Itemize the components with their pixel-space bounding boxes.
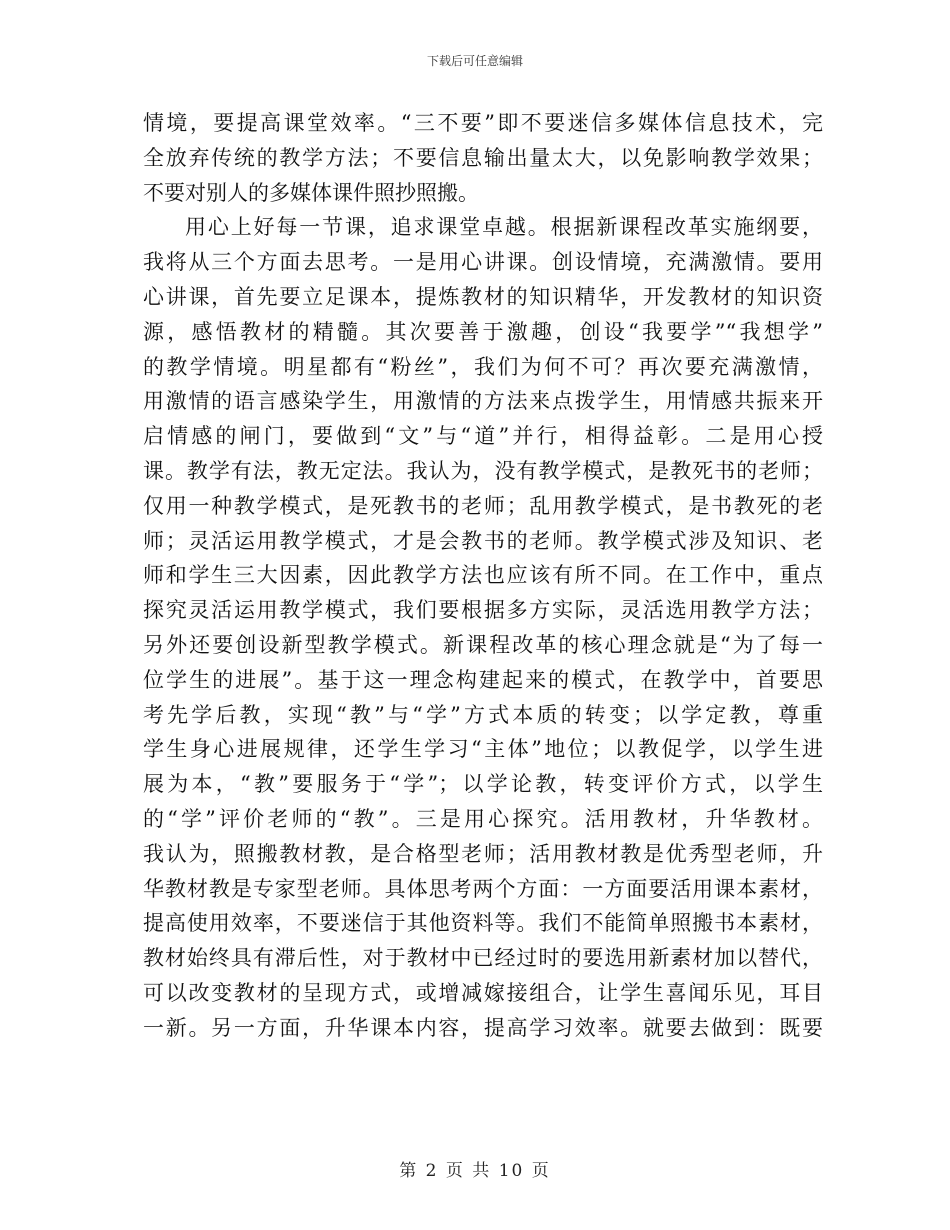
text-line: 另外还要创设新型教学模式。新课程改革的核心理念就是“为了每一 [143, 632, 823, 657]
text-line: 师和学生三大因素，因此教学方法也应该有所不同。在工作中，重点 [143, 563, 823, 588]
text-line: 源，感悟教材的精髓。其次要善于激趣，创设“我要学”“我想学” [143, 319, 823, 344]
text-line: 我将从三个方面去思考。一是用心讲课。创设情境，充满激情。要用 [143, 250, 823, 275]
text-line: 探究灵活运用教学模式，我们要根据多方实际，灵活选用教学方法； [143, 598, 823, 623]
text-line: 我认为，照搬教材教，是合格型老师；活用教材教是优秀型老师，升 [143, 841, 823, 866]
text-line: 启情感的闸门，要做到“文”与“道”并行，相得益彰。二是用心授 [143, 424, 823, 449]
text-line: 考先学后教，实现“教”与“学”方式本质的转变；以学定教，尊重 [143, 702, 823, 727]
text-line: 展为本，“教”要服务于“学”；以学论教，转变评价方式，以学生 [143, 772, 823, 797]
text-line: 的教学情境。明星都有“粉丝”，我们为何不可？再次要充满激情， [143, 354, 823, 379]
text-line: 一新。另一方面，升华课本内容，提高学习效率。就要去做到：既要 [143, 1015, 823, 1040]
text-line: 用激情的语言感染学生，用激情的方法来点拨学生，用情感共振来开 [143, 389, 823, 414]
text-line: 仅用一种教学模式，是死教书的老师；乱用教学模式，是书教死的老 [143, 493, 823, 518]
text-line: 的“学”评价老师的“教”。三是用心探究。活用教材，升华教材。 [143, 806, 823, 831]
text-line: 位学生的进展”。基于这一理念构建起来的模式，在教学中，首要思 [143, 667, 823, 692]
text-line: 提高使用效率，不要迷信于其他资料等。我们不能简单照搬书本素材， [143, 911, 823, 936]
document-body [143, 106, 823, 1046]
text-line: 心讲课，首先要立足课本，提炼教材的知识精华，开发教材的知识资 [143, 284, 823, 309]
text-line: 华教材教是专家型老师。具体思考两个方面：一方面要活用课本素材， [143, 876, 823, 901]
page-number-footer: 第 2 页 共 10 页 [399, 1161, 551, 1181]
paragraph-first-line: 用心上好每一节课，追求课堂卓越。根据新课程改革实施纲要， [185, 215, 823, 240]
text-line: 全放弃传统的教学方法；不要信息输出量太大，以免影响教学效果； [143, 145, 823, 170]
text-line: 可以改变教材的呈现方式，或增减嫁接组合，让学生喜闻乐见，耳目 [143, 980, 823, 1005]
text-line: 师；灵活运用教学模式，才是会教书的老师。教学模式涉及知识、老 [143, 528, 823, 553]
text-line: 情境，要提高课堂效率。“三不要”即不要迷信多媒体信息技术，完 [143, 111, 823, 135]
page-header: 下载后可任意编辑 [426, 54, 523, 68]
text-line: 课。教学有法，教无定法。我认为，没有教学模式，是教死书的老师； [143, 458, 823, 483]
text-line: 教材始终具有滞后性，对于教材中已经过时的要选用新素材加以替代， [143, 946, 823, 971]
text-line: 不要对别人的多媒体课件照抄照搬。 [143, 180, 479, 205]
text-line: 学生身心进展规律，还学生学习“主体”地位；以教促学，以学生进 [143, 737, 823, 762]
